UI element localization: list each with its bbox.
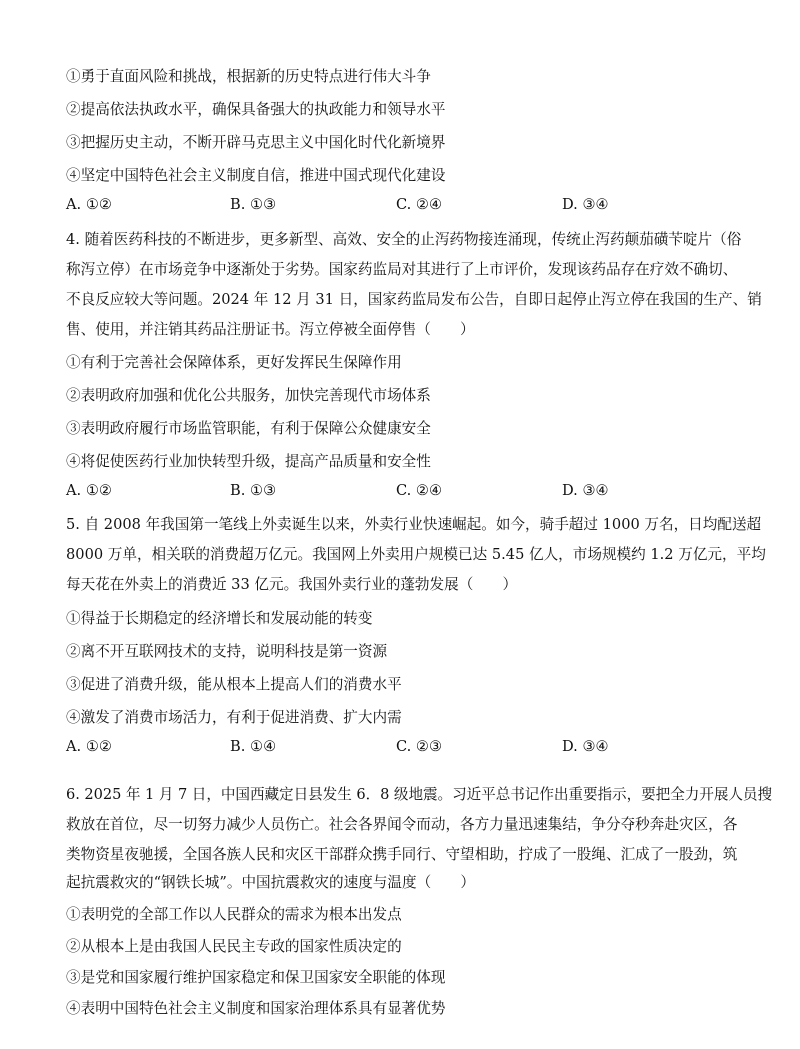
- q5-item-3: ③促进了消费升级，能从根本上提高人们的消费水平: [66, 676, 402, 693]
- q4-item-3: ③表明政府履行市场监管职能，有利于保障公众健康安全: [66, 420, 431, 437]
- q3-item-2: ②提高依法执政水平，确保具备强大的执政能力和领导水平: [66, 101, 446, 118]
- q3-option-c: C. ②④: [396, 196, 443, 213]
- q4-stem-line-3: 不良反应较大等问题。2024 年 12 月 31 日，国家药监局发布公告，自即日起停止泻立停在我国的生产、销: [66, 291, 762, 308]
- q4-option-c: C. ②④: [396, 482, 443, 499]
- q3-item-3: ③把握历史主动，不断开辟马克思主义中国化时代化新境界: [66, 134, 446, 151]
- q4-item-1: ①有利于完善社会保障体系，更好发挥民生保障作用: [66, 354, 402, 371]
- q3-option-b: B. ①③: [230, 196, 277, 213]
- q3-item-1: ①勇于直面风险和挑战，根据新的历史特点进行伟大斗争: [66, 68, 431, 85]
- q4-option-b: B. ①③: [230, 482, 277, 499]
- q5-stem-line-2: 8000 万单，相关联的消费超万亿元。我国网上外卖用户规模已达 5.45 亿人，市场规模约 1.2 万亿元，平均: [66, 546, 766, 563]
- q5-option-a: A. ①②: [66, 738, 112, 755]
- q4-stem-line-2: 称泻立停）在市场竞争中逐渐处于劣势。国家药监局对其进行了上市评价，发现该药品存在疗效不确切、: [66, 261, 738, 278]
- q4-option-d: D. ③④: [562, 482, 609, 499]
- q4-options: [66, 481, 766, 501]
- q3-option-a: A. ①②: [66, 196, 112, 213]
- q6-stem-line-2: 救放在首位，尽一切努力减少人员伤亡。社会各界闻令而动，各方力量迅速集结，争分夺秒奔赴灾区，各: [66, 816, 738, 833]
- q6-stem-line-1: 6. 2025 年 1 月 7 日，中国西藏定日县发生 6．8 级地震。习近平总书记作出重要指示，要把全力开展人员搜: [66, 786, 772, 803]
- q6-stem-line-3: 类物资星夜驰援，全国各族人民和灾区干部群众携手同行、守望相助，拧成了一股绳、汇成了一股劲，筑: [66, 846, 738, 863]
- q5-options: [66, 737, 766, 757]
- q6-item-2: ②从根本上是由我国人民民主专政的国家性质决定的: [66, 938, 402, 955]
- q6-stem-line-4: 起抗震救灾的“钢铁长城”。中国抗震救灾的速度与温度（ ）: [66, 874, 475, 891]
- q4-item-4: ④将促使医药行业加快转型升级，提高产品质量和安全性: [66, 453, 431, 470]
- q5-option-d: D. ③④: [562, 738, 609, 755]
- q6-item-1: ①表明党的全部工作以人民群众的需求为根本出发点: [66, 906, 402, 923]
- q4-stem-line-4: 售、使用，并注销其药品注册证书。泻立停被全面停售（ ）: [66, 321, 475, 338]
- q3-options: [66, 195, 766, 215]
- q3-item-4: ④坚定中国特色社会主义制度自信，推进中国式现代化建设: [66, 167, 446, 184]
- q6-item-3: ③是党和国家履行维护国家稳定和保卫国家安全职能的体现: [66, 969, 446, 986]
- q4-option-a: A. ①②: [66, 482, 112, 499]
- q5-option-b: B. ①④: [230, 738, 277, 755]
- q5-item-1: ①得益于长期稳定的经济增长和发展动能的转变: [66, 610, 373, 627]
- q5-stem-line-3: 每天花在外卖上的消费近 33 亿元。我国外卖行业的蓬勃发展（ ）: [66, 576, 518, 593]
- q5-stem-line-1: 5. 自 2008 年我国第一笔线上外卖诞生以来，外卖行业快速崛起。如今，骑手超过 1000 万名，日均配送超: [66, 516, 762, 533]
- q5-item-4: ④激发了消费市场活力，有利于促进消费、扩大内需: [66, 709, 402, 726]
- q5-item-2: ②离不开互联网技术的支持，说明科技是第一资源: [66, 643, 388, 660]
- q6-item-4: ④表明中国特色社会主义制度和国家治理体系具有显著优势: [66, 1000, 446, 1017]
- q4-item-2: ②表明政府加强和优化公共服务，加快完善现代市场体系: [66, 387, 431, 404]
- q4-stem-line-1: 4. 随着医药科技的不断进步，更多新型、高效、安全的止泻药物接连涌现，传统止泻药颠茄磺苄啶片（俗: [66, 231, 742, 248]
- q5-option-c: C. ②③: [396, 738, 443, 755]
- q3-option-d: D. ③④: [562, 196, 609, 213]
